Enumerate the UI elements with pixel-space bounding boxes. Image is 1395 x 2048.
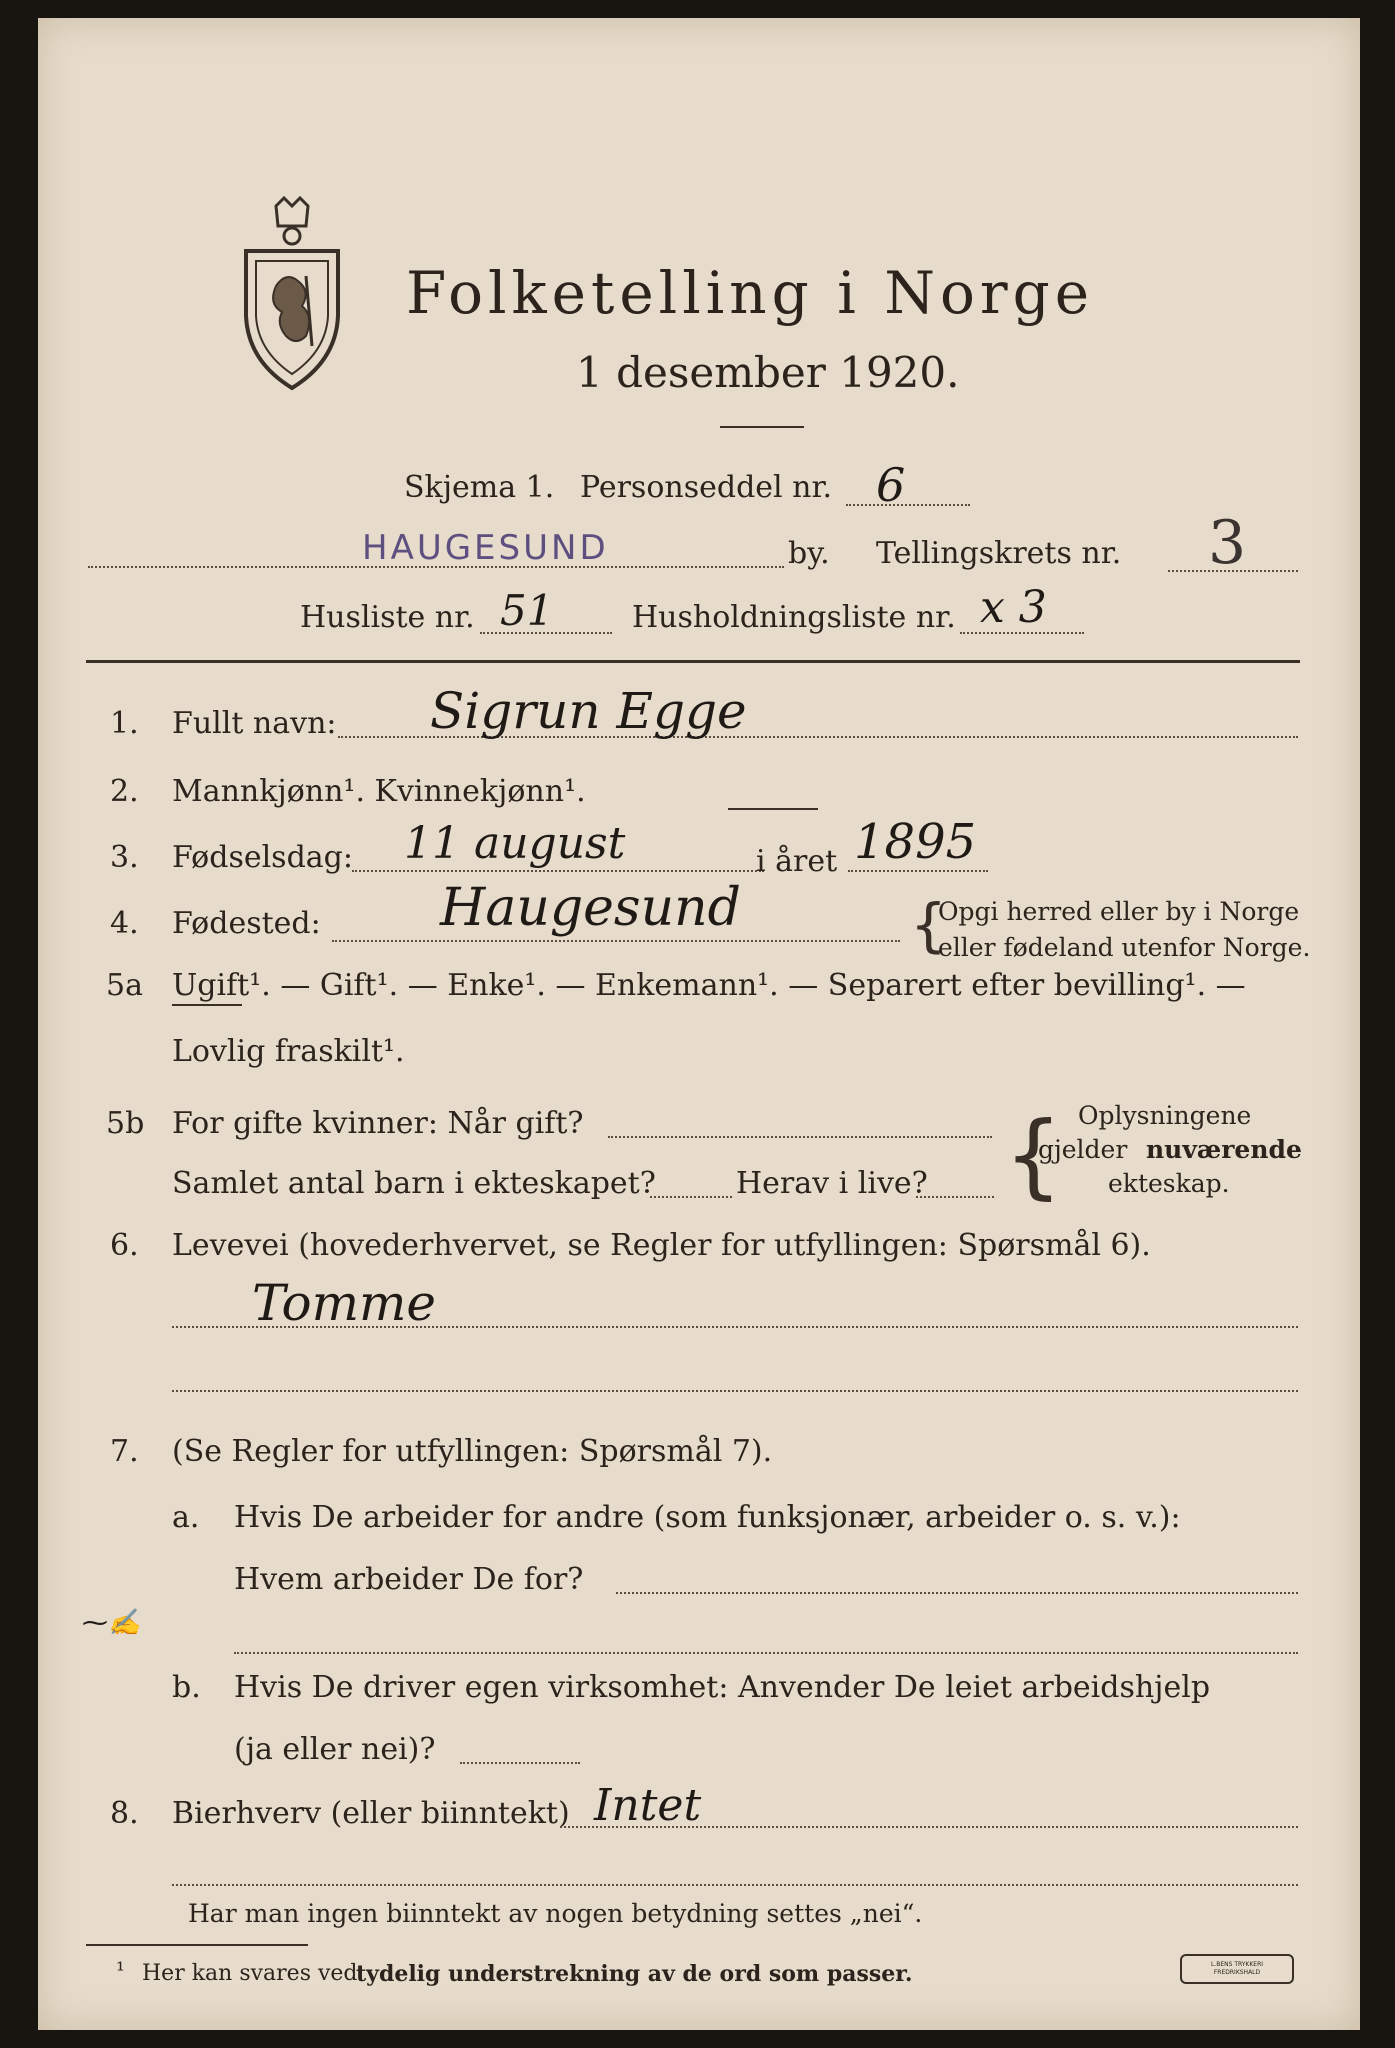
footnote-rule <box>86 1944 308 1946</box>
skjema-label: Skjema 1. <box>404 470 555 505</box>
q6-number: 6. <box>110 1228 139 1263</box>
q7b-line <box>460 1762 580 1764</box>
q3-year-label: i året <box>756 844 838 879</box>
q5a-number: 5a <box>106 968 143 1003</box>
q4-value: Haugesund <box>440 878 741 938</box>
q5a-line1: Ugift¹. — Gift¹. — Enke¹. — Enkemann¹. — Separert efter bevilling¹. — <box>172 968 1246 1003</box>
q5b-barn-line <box>650 1196 732 1198</box>
q7-number: 7. <box>110 1434 139 1469</box>
title-rule <box>720 426 804 428</box>
q3-date-line <box>352 870 764 872</box>
personseddel-label: Personseddel nr. <box>580 470 833 505</box>
q4-note-line2: eller fødeland utenfor Norge. <box>938 933 1311 962</box>
tellingskrets-value: 3 <box>1208 508 1247 578</box>
q1-label: Fullt navn: <box>172 706 337 741</box>
personseddel-value: 6 <box>876 458 906 512</box>
q7b-letter: b. <box>172 1670 201 1705</box>
q5b-line2a: Samlet antal barn i ekteskapet? <box>172 1166 656 1201</box>
q7a-line2: Hvem arbeider De for? <box>234 1562 584 1597</box>
q3-year-value: 1895 <box>854 814 977 870</box>
q2-number: 2. <box>110 774 139 809</box>
footnote-text2: tydelig understrekning av de ord som passer. <box>356 1961 913 1987</box>
q7-margin-mark: ⁓✍ <box>82 1608 141 1638</box>
q5b-brace: { <box>1004 1102 1063 1209</box>
husliste-label: Husliste nr. <box>300 600 475 635</box>
q5b-naar-gift-line <box>608 1136 992 1138</box>
q7-label: (Se Regler for utfyllingen: Spørsmål 7). <box>172 1434 773 1469</box>
q2-label: Mannkjønn¹. Kvinnekjønn¹. <box>172 774 586 809</box>
footnote-mark: ¹ <box>116 1959 125 1984</box>
q4-brace: { <box>910 891 947 959</box>
q5a-ugift-underline <box>172 1004 242 1006</box>
q5b-live-line <box>916 1196 994 1198</box>
q8-value: Intet <box>594 1780 702 1831</box>
q5b-line2b: Herav i live? <box>736 1166 928 1201</box>
census-form <box>38 18 1360 2030</box>
q7a-line-extra <box>234 1652 1298 1654</box>
q7b-line2: (ja eller nei)? <box>234 1732 436 1767</box>
q5b-note1: Oplysningene <box>1078 1101 1252 1130</box>
q5b-note3: ekteskap. <box>1108 1169 1230 1198</box>
printer-text: L.BENS TRYKKERI FREDRIKSHALD <box>1210 1961 1264 1976</box>
q5b-number: 5b <box>106 1106 145 1141</box>
q7b-line1: Hvis De driver egen virksomhet: Anvender De leiet arbeidshjelp <box>234 1670 1211 1705</box>
q4-line <box>332 940 900 942</box>
q1-number: 1. <box>110 706 139 741</box>
q3-label: Fødselsdag: <box>172 840 353 875</box>
q5a-line2: Lovlig fraskilt¹. <box>172 1034 405 1069</box>
q8-number: 8. <box>110 1796 139 1831</box>
q3-number: 3. <box>110 840 139 875</box>
q3-value: 11 august <box>404 818 626 869</box>
husliste-value: 51 <box>500 586 554 635</box>
husholdning-value: x 3 <box>980 582 1047 633</box>
q6-value: Tomme <box>252 1274 436 1332</box>
q8-label: Bierhverv (eller biinntekt) <box>172 1796 570 1831</box>
footer-note: Har man ingen biinntekt av nogen betydning settes „nei“. <box>188 1899 923 1928</box>
q2-underline <box>728 808 818 810</box>
q5b-line1: For gifte kvinner: Når gift? <box>172 1106 584 1141</box>
q5b-note2a: gjelder <box>1038 1135 1128 1164</box>
city-stamp: HAUGESUND <box>362 528 609 568</box>
q4-number: 4. <box>110 906 139 941</box>
tellingskrets-label: Tellingskrets nr. <box>876 536 1122 571</box>
header-divider <box>86 660 1300 663</box>
coat-of-arms-icon <box>236 196 348 396</box>
q5b-note2b: nuværende <box>1146 1135 1302 1164</box>
form-title: Folketelling i Norge <box>406 259 1095 327</box>
footnote-text1: Her kan svares ved <box>142 1961 358 1986</box>
q3-year-line <box>848 870 988 872</box>
q4-label: Fødested: <box>172 906 321 941</box>
printer-mark <box>1180 1954 1294 1984</box>
husholdning-label: Husholdningsliste nr. <box>632 600 956 635</box>
personseddel-line <box>846 504 970 506</box>
q7a-letter: a. <box>172 1500 200 1535</box>
q8-line2 <box>172 1884 1298 1886</box>
q6-line2 <box>172 1390 1298 1392</box>
by-label: by. <box>788 536 830 571</box>
q7a-line <box>616 1592 1298 1594</box>
q7a-line1: Hvis De arbeider for andre (som funksjonær, arbeider o. s. v.): <box>234 1500 1181 1535</box>
q1-value: Sigrun Egge <box>430 682 747 740</box>
q6-line1 <box>172 1326 1298 1328</box>
q4-note-line1: Opgi herred eller by i Norge <box>938 897 1300 926</box>
form-date: 1 desember 1920. <box>576 348 960 397</box>
q6-label: Levevei (hovederhvervet, se Regler for utfyllingen: Spørsmål 6). <box>172 1228 1151 1263</box>
